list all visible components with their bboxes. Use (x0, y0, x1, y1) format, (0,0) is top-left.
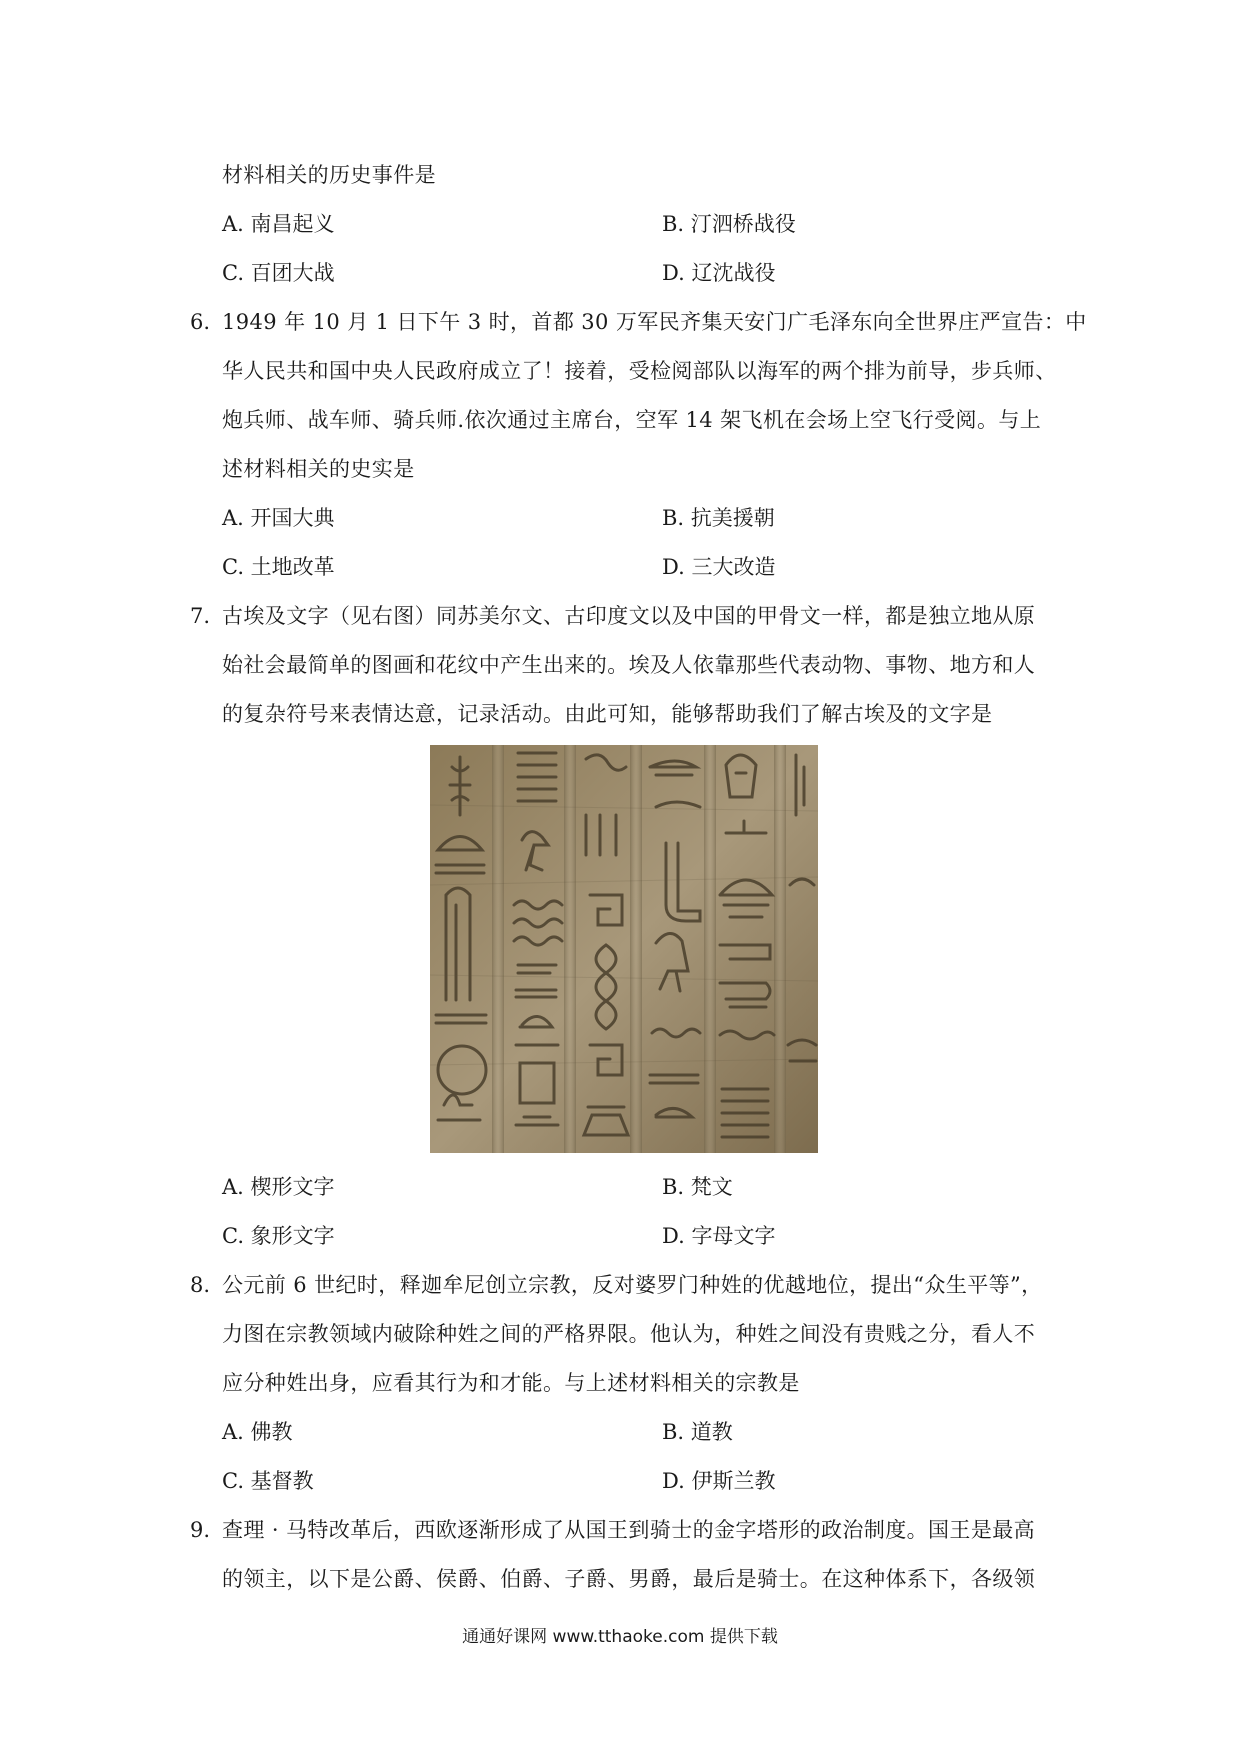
page-footer: 通通好课网 www.tthaoke.com 提供下载 (462, 1627, 778, 1647)
q6-option-c[interactable]: C. 土地改革 (222, 555, 335, 579)
q7-option-b[interactable]: B. 梵文 (662, 1175, 733, 1199)
q6-number: 6. (190, 310, 211, 334)
q7-number: 7. (190, 604, 211, 628)
q8-stem-line: 公元前 6 世纪时，释迦牟尼创立宗教，反对婆罗门种姓的优越地位，提出“众生平等”， (222, 1273, 1043, 1297)
q5-stem-tail: 材料相关的历史事件是 (222, 163, 436, 187)
q8-option-d[interactable]: D. 伊斯兰教 (662, 1469, 776, 1493)
q5-option-b[interactable]: B. 汀泗桥战役 (662, 212, 796, 236)
q7-stem-line: 的复杂符号来表情达意，记录活动。由此可知，能够帮助我们了解古埃及的文字是 (222, 702, 993, 726)
q6-stem-line: 炮兵师、战车师、骑兵师.依次通过主席台，空军 14 架飞机在会场上空飞行受阅。与上 (222, 408, 1042, 432)
q8-option-a[interactable]: A. 佛教 (222, 1420, 293, 1444)
q7-option-c[interactable]: C. 象形文字 (222, 1224, 335, 1248)
q6-stem-line: 华人民共和国中央人民政府成立了！接着，受检阅部队以海军的两个排为前导，步兵师、 (222, 359, 1057, 383)
q9-number: 9. (190, 1518, 211, 1542)
egyptian-hieroglyphs-image (430, 745, 818, 1153)
q8-option-c[interactable]: C. 基督教 (222, 1469, 314, 1493)
q8-option-b[interactable]: B. 道教 (662, 1420, 733, 1444)
q6-option-b[interactable]: B. 抗美援朝 (662, 506, 775, 530)
q8-number: 8. (190, 1273, 211, 1297)
q5-option-d[interactable]: D. 辽沈战役 (662, 261, 776, 285)
q8-stem-line: 力图在宗教领域内破除种姓之间的严格界限。他认为，种姓之间没有贵贱之分，看人不 (222, 1322, 1036, 1346)
q7-stem-line: 始社会最简单的图画和花纹中产生出来的。埃及人依靠那些代表动物、事物、地方和人 (222, 653, 1036, 677)
q8-stem-line: 应分种姓出身，应看其行为和才能。与上述材料相关的宗教是 (222, 1371, 800, 1395)
q6-stem-line: 1949 年 10 月 1 日下午 3 时，首都 30 万军民齐集天安门广毛泽东向全世界庄严宣告：中 (222, 310, 1087, 334)
q5-option-a[interactable]: A. 南昌起义 (222, 212, 335, 236)
q7-stem-line: 古埃及文字（见右图）同苏美尔文、古印度文以及中国的甲骨文一样，都是独立地从原 (222, 604, 1036, 628)
q6-option-a[interactable]: A. 开国大典 (222, 506, 335, 530)
q9-stem-line: 查理 · 马特改革后，西欧逐渐形成了从国王到骑士的金字塔形的政治制度。国王是最高 (222, 1518, 1036, 1542)
q9-stem-line: 的领主，以下是公爵、侯爵、伯爵、子爵、男爵，最后是骑士。在这种体系下，各级领 (222, 1567, 1036, 1591)
q7-option-a[interactable]: A. 楔形文字 (222, 1175, 335, 1199)
q6-stem-line: 述材料相关的史实是 (222, 457, 415, 481)
q6-option-d[interactable]: D. 三大改造 (662, 555, 776, 579)
q5-option-c[interactable]: C. 百团大战 (222, 261, 335, 285)
q7-option-d[interactable]: D. 字母文字 (662, 1224, 776, 1248)
